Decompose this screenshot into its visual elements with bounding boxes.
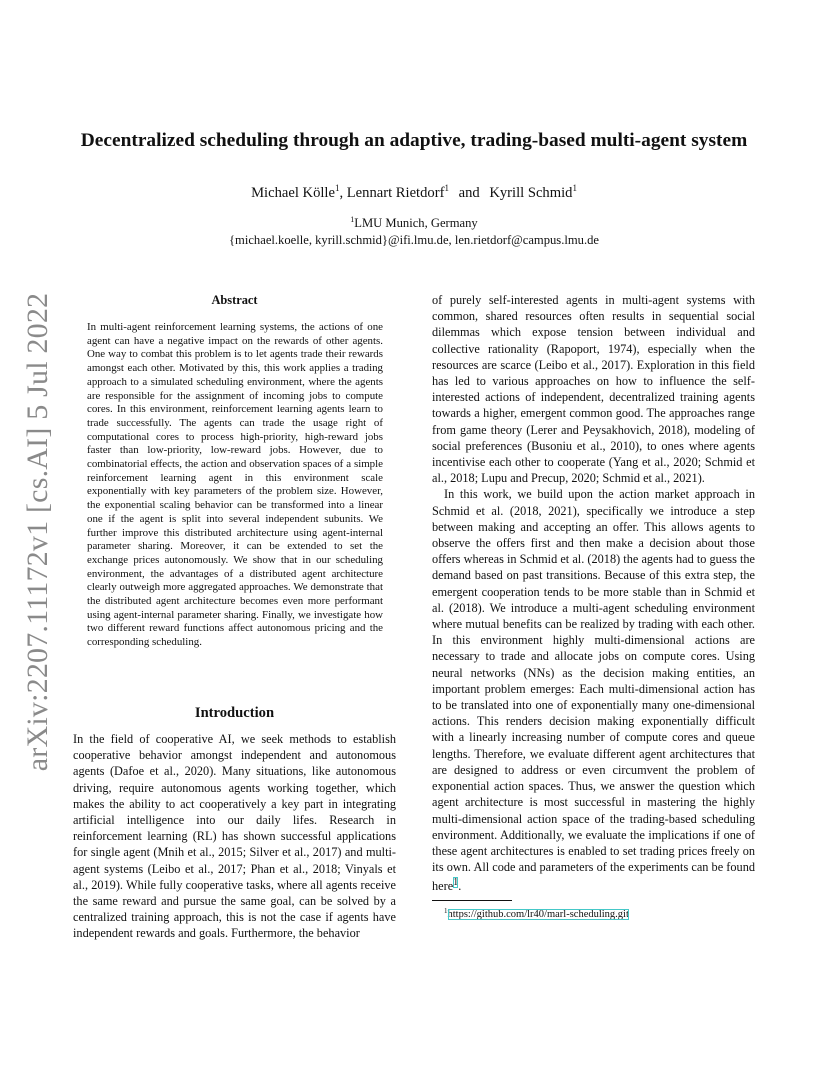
author-affiliation-mark: 1	[334, 183, 340, 193]
footnote-url-link[interactable]: https://github.com/lr40/marl-scheduling.git	[447, 909, 629, 921]
abstract-heading: Abstract	[211, 293, 258, 307]
footnote	[432, 905, 755, 922]
affiliation-block	[60, 211, 768, 249]
intro-paragraph-text: In this work, we build upon the action market approach in Schmid et al. (2018, 2021), specifically we introduce a step between making and accepting an offer. This allows agents to observe the offers first and then make a decision about those offers whereas in Schmid et al. (2018) the agents had to guess the demand based on past transitions. Because of this extra step, the emergent cooperation tends to be more stable than in Schmid et al. (2018). We introduce a multi-agent scheduling environment where mutual benefits can be realized by trading with each other. In this environment highly multi-dimensional actions are necessary to trade and allocate jobs on compute cores. Using neural networks (NNs) as the decision making entities, an important problem emerges: Each multi-dimensional action has to be translated into one of exponentially many one-dimensional actions. This renders decision making exponentially difficult with a linearly increasing number of compute cores and queue lengths. Therefore, we evaluate different agent architectures that are designed to address or even circumvent the problem of exponential action spaces. Thus, we answer the question which agent architecture is most successful in mastering the highly multi-dimensional action space of the trading-based scheduling environment. Additionally, we evaluate the implications if one of these agent architectures is enabled to set trading prices freely on its own. All code and parameters of the experiments can be found here	[432, 487, 755, 894]
arxiv-stamp	[14, 292, 62, 772]
author-name: Michael Kölle	[251, 184, 335, 201]
author-name: Kyrill Schmid	[489, 184, 573, 201]
intro-paragraph: In this work, we build upon the action market approach in Schmid et al. (2018, 2021), specifically we introduce a step between making and accepting an offer. This allows agents to observe the offers first and then make a decision about those offers whereas in Schmid et al. (2018) the agents had to guess the demand based on past transitions. Because of this extra step, the emergent cooperation tends to be more stable than in Schmid et al. (2018). We introduce a multi-agent scheduling environment where mutual benefits can be realized by trading with each other. In this environment highly multi-dimensional actions are necessary to trade and allocate jobs on compute cores. Using neural networks (NNs) as the decision making entities, an important problem emerges: Each multi-dimensional action has to be translated into one of exponentially many one-dimensional actions. This renders decision making exponentially difficult with a linearly increasing number of compute cores and queue lengths. Therefore, we evaluate different agent architectures that are designed to address or even circumvent the problem of exponential action spaces. Thus, we answer the question which agent architecture is most successful in mastering the highly multi-dimensional action space of the trading-based scheduling environment. Additionally, we evaluate the implications if one of these agent architectures is enabled to set trading prices freely on its own. All code and parameters of the experiments can be found here$^1$.	[432, 487, 755, 894]
affiliation-name: LMU Munich, Germany	[354, 216, 478, 231]
abstract-text: In multi-agent reinforcement learning systems, the actions of one agent can have a negative impact on the rewards of other agents. One way to combat this problem is to let agents trade their rewards amongst each other. Motivated by this, this work applies a trading approach to a simulated scheduling environment, where the agents are responsible for the assignment of incoming jobs to compute cores. In this environment, reinforcement learning agents learn to trade successfully. The agents can trade the usage right of computational cores to process high-priority, high-reward jobs faster than low-priority, low-reward jobs. However, due to combinatorial effects, the action and observation spaces of a simple reinforcement learning agent in this environment scale exponentially with key parameters of the problem size. However, the exponential scaling behavior can be transformed into a linear one if the agent is split into several independent subunits. We further improve this distributed architecture using agent-internal parameter sharing. Moreover, it can be extended to set the exchange prices autonomously. We show that in our scheduling environment, the advantages of a distributed agent architecture clearly outweigh more aggregated approaches. We demonstrate that the distributed agent architecture becomes even more performant using agent-internal parameter sharing. Finally, we investigate how two different reward functions affect autonomous pricing and the corresponding scheduling.	[87, 321, 383, 649]
author-name: Lennart Rietdorf	[346, 184, 445, 201]
author-affiliation-mark: 1	[572, 183, 577, 193]
author-emails: {michael.koelle, kyrill.schmid}@ifi.lmu.de, len.rietdorf@campus.lmu.de	[229, 233, 599, 248]
author-separator: and	[458, 184, 480, 201]
arxiv-stamp-text: arXiv:2207.11172v1 [cs.AI] 5 Jul 2022	[21, 292, 55, 772]
right-column	[432, 292, 755, 921]
paper-title: Decentralized scheduling through an adaptive, trading-based multi-agent system	[80, 130, 748, 151]
affiliation-mark: 1	[350, 215, 355, 224]
footnote-link[interactable]: 1	[453, 877, 459, 889]
author-affiliation-mark: 1	[444, 183, 449, 193]
left-column	[73, 292, 396, 650]
introduction-heading: Introduction	[194, 705, 275, 721]
author-list	[60, 178, 768, 203]
affiliation	[60, 211, 768, 232]
intro-paragraph: In the field of cooperative AI, we seek methods to establish cooperative behavior amongst independent and autonomous agents (Dafoe et al., 2020). Many situations, like autonomous driving, require autonomous agents working together, which makes the ability to act cooperatively a key part in integrating artificial intelligence into our daily lifes. Research in reinforcement learning (RL) has shown successful applications for single agent (Mnih et al., 2015; Silver et al., 2017) and multi-agent systems (Leibo et al., 2017; Phan et al., 2018; Vinyals et al., 2019). While fully cooperative tasks, where all agents receive the same reward and pursue the same goal, can be solved by a centralized training approach, this is not the case if agents have independent rewards and goals. Furthermore, the behavior	[73, 732, 396, 941]
footnote-divider	[432, 900, 512, 901]
author-separator: ,	[339, 184, 344, 201]
introduction-section	[73, 704, 396, 942]
intro-paragraph-continued: of purely self-interested agents in multi-agent systems with common, shared resources often results in sequential social dilemmas which expose tension between individual and collective rationality (Rapoport, 1974), especially when the resources are scarce (Leibo et al., 2017). Exploration in this field has led to various approaches on how to influence the self-interested actions of independent, decentralized training agents towards a higher, emergent common good. The approaches range from game theory (Lerer and Peysakhovich, 2018), modeling of social preferences (Busoniu et al., 2010), to ones where agents incentivise each other to cooperate (Yang et al., 2020; Schmid et al., 2018; Lupu and Precup, 2020; Schmid et al., 2021).	[432, 293, 755, 486]
footnote-mark: 1	[444, 906, 448, 915]
